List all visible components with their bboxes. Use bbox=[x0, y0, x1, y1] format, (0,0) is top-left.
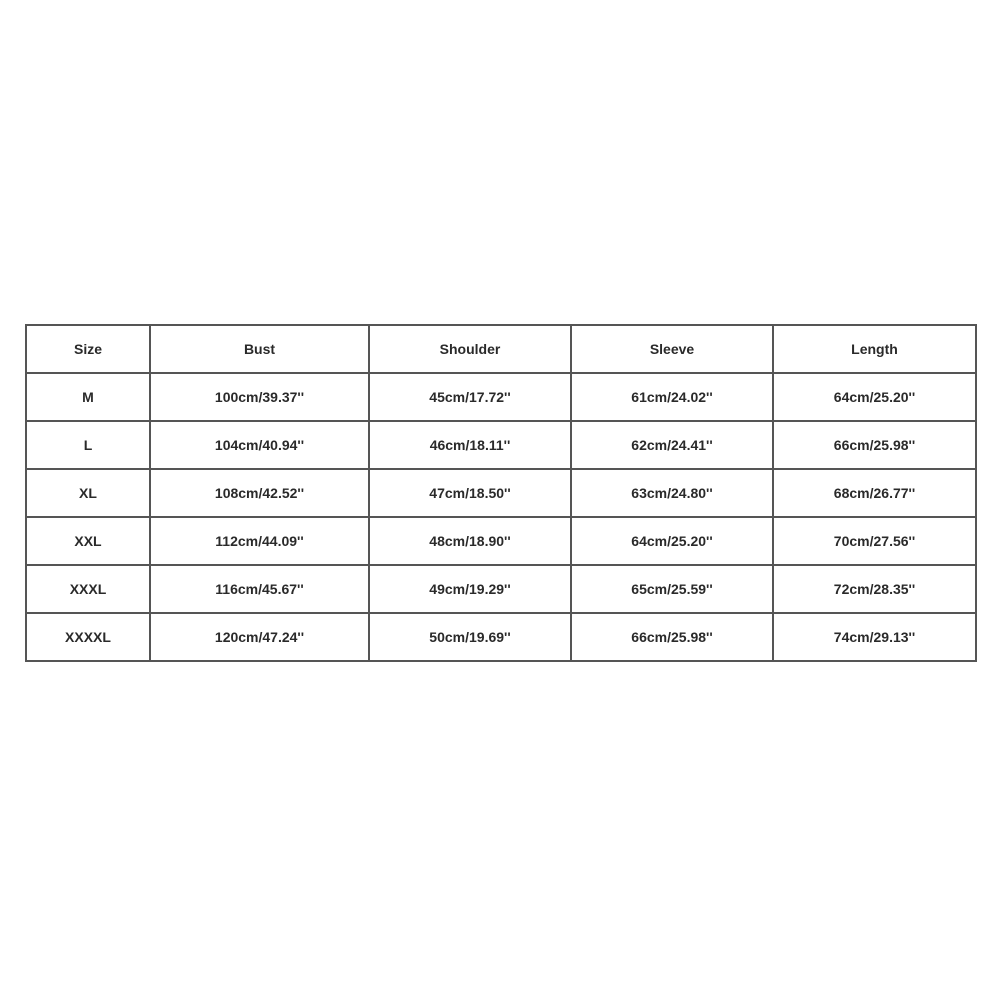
cell-shoulder: 49cm/19.29'' bbox=[369, 565, 571, 613]
table-row bbox=[26, 469, 976, 517]
cell-bust: 104cm/40.94'' bbox=[150, 421, 369, 469]
cell-size: XXL bbox=[26, 517, 150, 565]
cell-bust: 100cm/39.37'' bbox=[150, 373, 369, 421]
cell-bust: 120cm/47.24'' bbox=[150, 613, 369, 661]
cell-bust: 116cm/45.67'' bbox=[150, 565, 369, 613]
cell-size: XXXXL bbox=[26, 613, 150, 661]
header-bust: Bust bbox=[150, 325, 369, 373]
cell-size: XL bbox=[26, 469, 150, 517]
cell-shoulder: 48cm/18.90'' bbox=[369, 517, 571, 565]
header-size: Size bbox=[26, 325, 150, 373]
cell-length: 68cm/26.77'' bbox=[773, 469, 976, 517]
table-row bbox=[26, 421, 976, 469]
cell-shoulder: 47cm/18.50'' bbox=[369, 469, 571, 517]
size-chart-table bbox=[25, 324, 977, 662]
cell-sleeve: 61cm/24.02'' bbox=[571, 373, 773, 421]
cell-bust: 112cm/44.09'' bbox=[150, 517, 369, 565]
cell-sleeve: 63cm/24.80'' bbox=[571, 469, 773, 517]
cell-length: 70cm/27.56'' bbox=[773, 517, 976, 565]
table-row bbox=[26, 373, 976, 421]
cell-length: 72cm/28.35'' bbox=[773, 565, 976, 613]
cell-length: 66cm/25.98'' bbox=[773, 421, 976, 469]
table-row bbox=[26, 613, 976, 661]
cell-size: L bbox=[26, 421, 150, 469]
cell-sleeve: 66cm/25.98'' bbox=[571, 613, 773, 661]
table-header-row bbox=[26, 325, 976, 373]
cell-sleeve: 64cm/25.20'' bbox=[571, 517, 773, 565]
table-row bbox=[26, 517, 976, 565]
cell-length: 74cm/29.13'' bbox=[773, 613, 976, 661]
cell-size: XXXL bbox=[26, 565, 150, 613]
table-row bbox=[26, 565, 976, 613]
cell-shoulder: 45cm/17.72'' bbox=[369, 373, 571, 421]
cell-size: M bbox=[26, 373, 150, 421]
header-length: Length bbox=[773, 325, 976, 373]
cell-sleeve: 65cm/25.59'' bbox=[571, 565, 773, 613]
cell-shoulder: 50cm/19.69'' bbox=[369, 613, 571, 661]
cell-sleeve: 62cm/24.41'' bbox=[571, 421, 773, 469]
cell-bust: 108cm/42.52'' bbox=[150, 469, 369, 517]
cell-shoulder: 46cm/18.11'' bbox=[369, 421, 571, 469]
cell-length: 64cm/25.20'' bbox=[773, 373, 976, 421]
header-sleeve: Sleeve bbox=[571, 325, 773, 373]
header-shoulder: Shoulder bbox=[369, 325, 571, 373]
